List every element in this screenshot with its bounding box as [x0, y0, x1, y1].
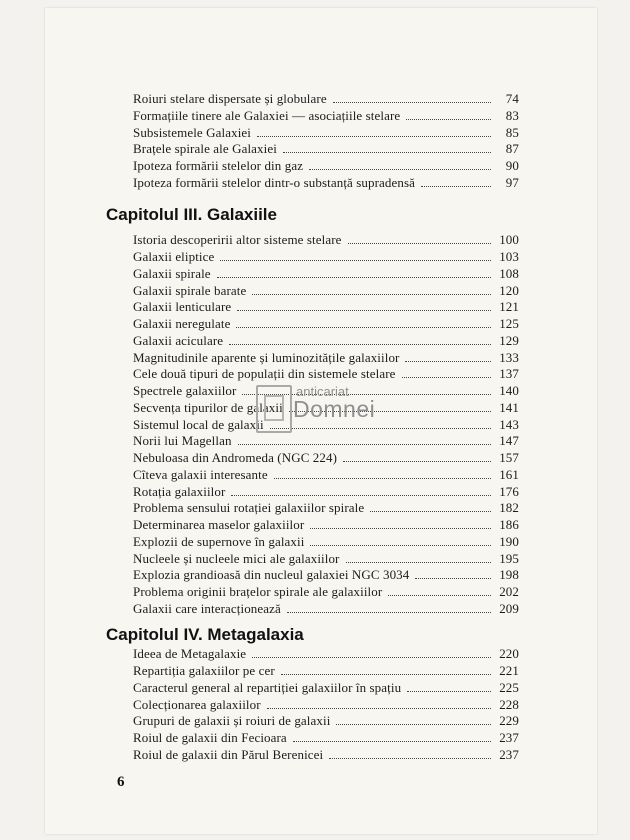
- dot-leader: [287, 612, 491, 613]
- toc-entry-page: 137: [499, 366, 519, 381]
- toc-entry-page: 229: [499, 713, 519, 728]
- dot-leader: [388, 595, 491, 596]
- dot-leader: [281, 674, 491, 675]
- toc-entry-page: 100: [499, 232, 519, 247]
- toc-entry-title: Caracterul general al repartiției galaxiilor în spațiu: [133, 680, 402, 695]
- toc-entry-title: Roiuri stelare dispersate și globulare: [133, 91, 327, 106]
- toc-entry-title: Nucleele și nucleele mici ale galaxiilor: [133, 551, 340, 566]
- toc-entry-title: Rotația galaxiilor: [133, 484, 226, 499]
- toc-entry-page: 140: [499, 383, 519, 398]
- toc-entry-title: Cele două tipuri de populații din sistemele stelare: [133, 366, 396, 381]
- dot-leader: [252, 294, 491, 295]
- toc-entry-title: Galaxii eliptice: [133, 249, 215, 264]
- dot-leader: [252, 657, 491, 658]
- dot-leader: [274, 478, 491, 479]
- toc-entry-title: Sistemul local de galaxii: [133, 417, 264, 432]
- dot-leader: [293, 741, 491, 742]
- toc-entry: [133, 696, 519, 713]
- toc-entry-page: 186: [499, 517, 519, 532]
- toc-entry-title: Roiul de galaxii din Părul Berenicei: [133, 747, 324, 762]
- toc-entry-page: 161: [499, 467, 519, 482]
- toc-entry-title: Ipoteza formării stelelor din gaz: [133, 158, 304, 173]
- chapter-heading: Capitolul III. Galaxiile: [106, 205, 277, 224]
- toc-entry-page: 147: [499, 433, 519, 448]
- toc-entry: [133, 746, 519, 763]
- dot-leader: [236, 327, 491, 328]
- dot-leader: [421, 186, 491, 187]
- dot-leader: [415, 578, 491, 579]
- toc-entry: [133, 533, 519, 550]
- toc-entry: [133, 566, 519, 583]
- toc-entry-page: 121: [499, 299, 519, 314]
- toc-entry: [133, 550, 519, 567]
- dot-leader: [407, 691, 491, 692]
- toc-entry-title: Ipoteza formării stelelor dintr-o substanță supradensă: [133, 175, 416, 190]
- toc-entry: [133, 432, 519, 449]
- toc-entry: [133, 90, 519, 107]
- toc-entry-title: Determinarea maselor galaxiilor: [133, 517, 305, 532]
- dot-leader: [220, 260, 491, 261]
- toc-entry: [133, 449, 519, 466]
- toc-entry: [133, 157, 519, 174]
- dot-leader: [336, 724, 491, 725]
- toc-entry-title: Explozii de supernove în galaxii: [133, 534, 305, 549]
- dot-leader: [217, 277, 491, 278]
- toc-entry: [133, 483, 519, 500]
- toc-entry: [133, 583, 519, 600]
- toc-entry-page: 133: [499, 350, 519, 365]
- toc-entry-page: 221: [499, 663, 519, 678]
- toc-entry-page: 182: [499, 500, 519, 515]
- toc-entry-title: Brațele spirale ale Galaxiei: [133, 141, 277, 156]
- dot-leader: [257, 136, 491, 137]
- toc-entry-page: 103: [499, 249, 519, 264]
- toc-entry-title: Norii lui Magellan: [133, 433, 232, 448]
- dot-leader: [406, 119, 491, 120]
- dot-leader: [310, 545, 491, 546]
- toc-entry-title: Formațiile tinere ale Galaxiei — asociațiile stelare: [133, 108, 401, 123]
- dot-leader: [329, 758, 491, 759]
- toc-entry-page: 87: [505, 141, 519, 156]
- dot-leader: [229, 344, 491, 345]
- toc-entry-title: Problema originii brațelor spirale ale galaxiilor: [133, 584, 383, 599]
- toc-entry-page: 202: [499, 584, 519, 599]
- toc-entry-page: 195: [499, 551, 519, 566]
- dot-leader: [238, 444, 491, 445]
- toc-entry-title: Galaxii spirale barate: [133, 283, 247, 298]
- dot-leader: [231, 495, 491, 496]
- toc-entry: [133, 349, 519, 366]
- toc-entry-title: Repartiția galaxiilor pe cer: [133, 663, 275, 678]
- toc-entry: [133, 679, 519, 696]
- dot-leader: [370, 511, 491, 512]
- toc-entry-page: 198: [499, 567, 519, 582]
- toc-entry: [133, 516, 519, 533]
- toc-entry: [133, 282, 519, 299]
- toc-entry-page: 90: [505, 158, 519, 173]
- toc-entry-page: 220: [499, 646, 519, 661]
- toc-entry-page: 83: [505, 108, 519, 123]
- toc-entry-title: Nebuloasa din Andromeda (NGC 224): [133, 450, 338, 465]
- toc-entry: [133, 231, 519, 248]
- toc-entry: [133, 315, 519, 332]
- toc-entry-title: Problema sensului rotației galaxiilor spirale: [133, 500, 365, 515]
- toc-entry-title: Galaxii spirale: [133, 266, 211, 281]
- toc-entry-title: Secvența tipurilor de galaxii: [133, 400, 283, 415]
- toc-entry-title: Galaxii care interacționează: [133, 601, 281, 616]
- dot-leader: [405, 361, 491, 362]
- watermark-logo-icon: [256, 385, 292, 433]
- toc-entry-title: Galaxii neregulate: [133, 316, 231, 331]
- toc-entry: [133, 107, 519, 124]
- toc-entry: [133, 248, 519, 265]
- toc-entry-page: 143: [499, 417, 519, 432]
- toc-entry-page: 176: [499, 484, 519, 499]
- watermark-text: anticariat: [296, 384, 349, 399]
- toc-entry-title: Galaxii lenticulare: [133, 299, 232, 314]
- toc-entry-title: Ideea de Metagalaxie: [133, 646, 247, 661]
- toc-entry-page: 141: [499, 400, 519, 415]
- toc-entry-page: 129: [499, 333, 519, 348]
- toc-entry-title: Subsistemele Galaxiei: [133, 125, 251, 140]
- toc-entry-page: 209: [499, 601, 519, 616]
- toc-entry-title: Grupuri de galaxii și roiuri de galaxii: [133, 713, 331, 728]
- toc-entry-title: Istoria descoperirii altor sisteme stelare: [133, 232, 342, 247]
- toc-entry-page: 125: [499, 316, 519, 331]
- toc-entry: [133, 729, 519, 746]
- toc-entry-page: 237: [499, 747, 519, 762]
- dot-leader: [346, 562, 492, 563]
- dot-leader: [348, 243, 491, 244]
- dot-leader: [283, 152, 491, 153]
- toc-entry-page: 190: [499, 534, 519, 549]
- toc-entry-page: 237: [499, 730, 519, 745]
- dot-leader: [333, 102, 491, 103]
- toc-entry-title: Galaxii aciculare: [133, 333, 224, 348]
- toc-entry-page: 157: [499, 450, 519, 465]
- watermark-text: Domnei: [293, 396, 376, 422]
- dot-leader: [270, 428, 491, 429]
- toc-entry-page: 108: [499, 266, 519, 281]
- toc-entry: [133, 124, 519, 141]
- dot-leader: [267, 708, 491, 709]
- toc-entry: [133, 600, 519, 617]
- toc-entry: [133, 298, 519, 315]
- dot-leader: [237, 310, 491, 311]
- toc-entry-page: 225: [499, 680, 519, 695]
- toc-entry-title: Explozia grandioasă din nucleul galaxiei NGC 3034: [133, 567, 410, 582]
- toc-entry-page: 120: [499, 283, 519, 298]
- dot-leader: [310, 528, 491, 529]
- toc-entry-title: Magnitudinile aparente și luminozitățile galaxiilor: [133, 350, 400, 365]
- page-number: 6: [117, 774, 125, 790]
- toc-entry: [133, 174, 519, 191]
- toc-entry: [133, 645, 519, 662]
- dot-leader: [402, 377, 491, 378]
- toc-entry-title: Colecționarea galaxiilor: [133, 697, 261, 712]
- toc-entry-title: Cîteva galaxii interesante: [133, 467, 268, 482]
- toc-entry-page: 74: [505, 91, 519, 106]
- toc-entry: [133, 332, 519, 349]
- toc-entry: [133, 712, 519, 729]
- toc-entry: [133, 365, 519, 382]
- dot-leader: [309, 169, 491, 170]
- dot-leader: [343, 461, 491, 462]
- chapter-heading: Capitolul IV. Metagalaxia: [106, 625, 304, 644]
- toc-entry-page: 228: [499, 697, 519, 712]
- toc-entry-title: Spectrele galaxiilor: [133, 383, 237, 398]
- toc-entry: [133, 466, 519, 483]
- toc-entry: [133, 265, 519, 282]
- toc-entry: [133, 499, 519, 516]
- toc-entry-title: Roiul de galaxii din Fecioara: [133, 730, 287, 745]
- toc-entry: [133, 140, 519, 157]
- toc-entry-page: 85: [505, 125, 519, 140]
- toc-entry-page: 97: [505, 175, 519, 190]
- toc-entry: [133, 662, 519, 679]
